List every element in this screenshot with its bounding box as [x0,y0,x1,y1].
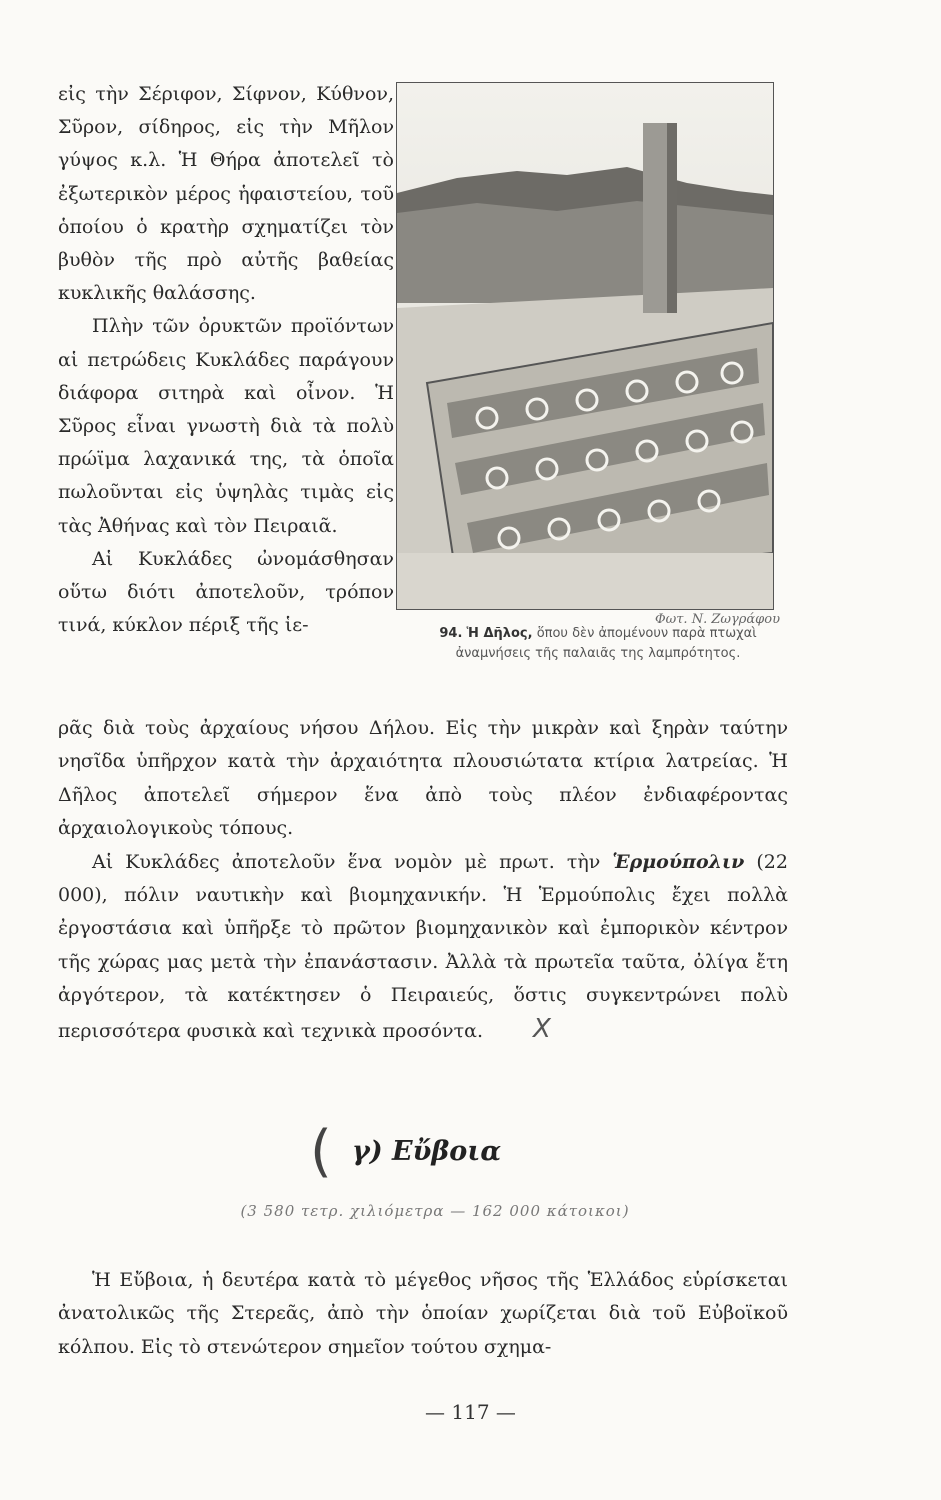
caption-place: Ἡ Δῆλος, [466,626,533,641]
left-column-text [58,78,394,642]
paragraph-delos: ρᾶς διὰ τοὺς ἀρχαίους νήσου Δήλου. Εἰς τὴν μικρὰν καὶ ξηρὰν ταύτην νησῖδα ὑπῆρχον κατὰ τὴν ἀρχαιότητα πλουσιώτατα κτίρια λατρείας. Ἡ Δῆλος ἀποτελεῖ σήμερον ἕνα ἀπὸ τοὺς πλέον ἐνδιαφέροντας ἀρχαιολογικοὺς τόπους. [58,717,788,840]
section-heading [310,1119,610,1184]
paragraph-name-origin-start: Αἱ Κυκλάδες ὠνομάσθησαν οὕτω διότι ἀποτελοῦν, τρόπον τινά, κύκλον πέριξ τῆς ἱε- [58,547,394,637]
ermoupolis-name: Ἑρμούπολιν [612,850,745,873]
paragraph-ermoupolis [58,846,788,1048]
section-title-euboia: γ) Εὔβοια [352,1136,502,1167]
ermoupolis-text-b: (22 000), πόλιν ναυτικὴν καὶ βιομηχανικήν. Ἡ Ἑρμούπολις ἔχει πολλὰ ἐργοστάσια καὶ ὑπῆρξε τὸ πρῶτον βιομηχανικὸν καὶ ἐμπορικὸν κέντρον τῆς χώρας μας μετὰ τὴν ἐπανάστασιν. Ἀλλὰ τὰ πρωτεῖα ταῦτα, ὀλίγα ἔτη ἀργότερον, τὰ κατέκτησεν ὁ Πειραιεύς, ὅστις συγκεντρώνει πολὺ περισσότερα φυσικὰ καὶ τεχνικὰ προσόντα. [58,850,788,1042]
photo-credit: Φωτ. Ν. Ζωγράφου [654,612,780,627]
section-subtitle: (3 580 τετρ. χιλιόμετρα — 162 000 κάτοικοι) [240,1202,630,1220]
ermoupolis-text-a: Αἱ Κυκλάδες ἀποτελοῦν ἕνα νομὸν μὲ πρωτ. τὴν [92,850,601,873]
caption-text: ὅπου δὲν ἀπομένουν παρὰ πτωχαὶ ἀναμνήσεις τῆς παλαιᾶς της λαμπρότητος. [455,626,757,661]
handwritten-x-mark: X [533,1013,551,1044]
full-width-text [58,712,788,1048]
euboia-text [58,1264,788,1364]
figure-caption [412,624,784,664]
paragraph-mineral-resources: εἰς τὴν Σέριφον, Σίφνον, Κύθνον, Σῦρον, σίδηρος, εἰς τὴν Μῆλον γύψος κ.λ. Ἡ Θήρα ἀποτελεῖ τὸ ἐξωτερικὸν μέρος ἡφαιστείου, τοῦ ὁποίου ὁ κρατὴρ σχηματίζει τὸν βυθὸν τῆς πρὸ αὐτῆς βαθείας κυκλικῆς θαλάσσης. [58,83,394,305]
page-number: — 117 — [425,1400,516,1424]
paragraph-euboia: Ἡ Εὔβοια, ἡ δευτέρα κατὰ τὸ μέγεθος νῆσος τῆς Ἑλλάδος εὑρίσκεται ἀνατολικῶς τῆς Στερεᾶς, ἀπὸ τὴν ὁποίαν χωρίζεται διὰ τοῦ Εὐβοϊκοῦ κόλπου. Εἰς τὸ στενώτερον σημεῖον τούτου σχημα- [58,1269,788,1358]
caption-number: 94. [439,626,463,641]
paragraph-agriculture: Πλὴν τῶν ὀρυκτῶν προϊόντων αἱ πετρώδεις Κυκλάδες παράγουν διάφορα σιτηρὰ καὶ οἶνον. Ἡ Σῦρος εἶναι γνωστὴ διὰ τὰ πολὺ πρώϊμα λαχανικά της, τὰ ὁποῖα πωλοῦνται εἰς ὑψηλὰς τιμὰς εἰς τὰς Ἀθήνας καὶ τὸν Πειραιᾶ. [58,315,394,537]
handwritten-bracket-mark: ( [310,1119,332,1184]
delos-photograph [396,82,774,610]
